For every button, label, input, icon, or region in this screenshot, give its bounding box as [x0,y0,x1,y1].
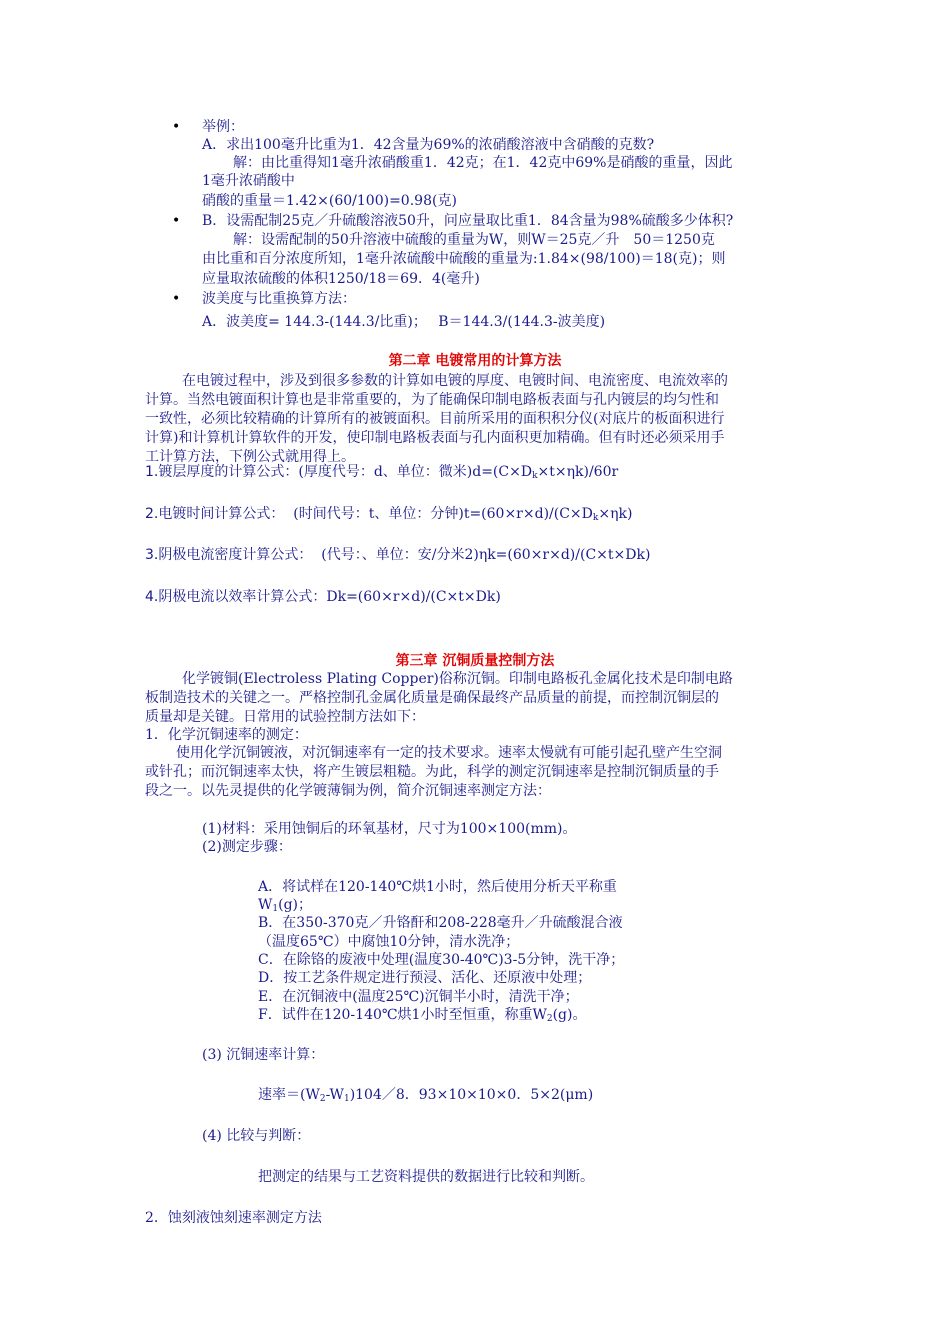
formula-thickness [145,463,618,485]
chapter2-para-line: 在电镀过程中，涉及到很多参数的计算如电镀的厚度、电镀时间、电流密度、电流效率的 [182,373,728,389]
chapter2-title: 第二章 电镀常用的计算方法 [388,353,562,369]
formula-subscript: k [592,513,599,523]
steps-heading: (2)测定步骤： [202,839,292,855]
chapter2-para-line: 计算。当然电镀面积计算也是非常重要的，为了能确保印制电路板表面与孔内镀层的均匀性和 [145,392,719,408]
rate-text: 速率＝(W [258,1087,320,1103]
rate-text: )104／8．93×10×10×0．5×2(μm) [349,1087,594,1103]
formula-time [145,505,632,527]
example-a-result: 硝酸的重量＝1.42×(60/100)=0.98(克) [202,193,457,209]
chapter3-para-line: 化学镀铜(Electroless Plating Copper)俗称沉铜。印制电路板孔金属化技术是印制电路 [182,671,733,687]
example-b-solution: 解：设需配制的50升溶液中硫酸的重量为W，则W＝25克／升 50＝1250克 [233,232,715,248]
step-c: C．在除铬的废液中处理(温度30-40℃)3-5分钟，洗干净； [258,952,625,968]
step-f [258,1006,586,1028]
chapter2-para-line: 一致性，必须比较精确的计算所有的被镀面积。目前所采用的面积积分仪(对底片的板面积进行 [145,411,725,427]
weight-symbol: W [258,897,273,913]
example-b-question: B．设需配制25克／升硫酸溶液50升，问应量取比重1．84含量为98%硫酸多少体积? [202,213,734,229]
formula-text: (代号：、单位：安/分米2)ηk=(60×r×d)/(C×t×Dk) [321,547,651,563]
example-b-solution-cont: 由比重和百分浓度所知，1毫升浓硫酸中硫酸的重量为:1.84×(98/100)＝18(克)；则 [202,251,726,267]
formula-label: 3.阴极电流密度计算公式： [145,547,313,563]
baume-formula: A．波美度= 144.3-(144.3/比重)； B＝144.3/(144.3-波美度) [202,314,606,330]
rate-subscript: 2 [319,1094,326,1104]
example-a-solution-cont: 1毫升浓硝酸中 [202,173,295,189]
example-a-solution: 解：由比重得知1毫升浓硝酸重1．42克；在1．42克中69%是硝酸的重量，因此 [233,155,733,171]
example-b-result: 应量取浓硫酸的体积1250/18＝69．4(毫升) [202,271,480,287]
step-e: E．在沉铜液中(温度25℃)沉铜半小时，清洗干净； [258,989,579,1005]
weight-subscript: 2 [546,1014,553,1024]
baume-label: 波美度与比重换算方法： [202,291,356,307]
formula-subscript: k [532,471,538,481]
chapter3-para-line: 板制造技术的关键之一。严格控制孔金属化质量是确保最终产品质量的前提，而控制沉铜层的 [145,690,719,706]
formula-label: 4.阴极电流以效率计算公式： [145,589,327,605]
rate-text: -W [325,1087,344,1103]
bullet-dot: • [172,291,181,307]
chapter2-para-line: 计算)和计算机计算软件的开发，使印制电路板表面与孔内面积更加精确。但有时还必须采用手 [145,430,725,446]
formula-text: Dk=(60×r×d)/(C×t×Dk) [326,589,501,605]
chapter3-para-line: 质量却是关键。日常用的试验控制方法如下： [145,709,425,725]
section-para-line: 或针孔；而沉铜速率太快，将产生镀层粗糙。为此，科学的测定沉铜速率是控制沉铜质量的手 [145,764,719,780]
section-heading: 1．化学沉铜速率的测定： [145,727,308,743]
rate-formula [258,1086,593,1108]
weight-subscript: 1 [272,904,279,914]
rate-calc-heading: (3) 沉铜速率计算： [202,1047,325,1063]
compare-heading: (4) 比较与判断： [202,1128,311,1144]
bullet-dot: • [172,119,181,135]
compare-text: 把测定的结果与工艺资料提供的数据进行比较和判断。 [258,1169,594,1185]
formula-current-density [145,546,650,564]
section-para-line: 使用化学沉铜镀液，对沉铜速率有一定的技术要求。速率太慢就有可能引起孔壁产生空洞 [176,745,722,761]
section-para-line: 段之一。以先灵提供的化学镀薄铜为例，简介沉铜速率测定方法： [145,783,551,799]
step-a: A．将试样在120-140℃烘1小时，然后使用分析天平称重 [258,879,617,895]
step-f-text: F．试件在120-140℃烘1小时至恒重，称重W [258,1007,547,1023]
weight-unit: (g)； [278,897,313,913]
example-a-question: A．求出100毫升比重为1．42含量为69%的浓硝酸溶液中含硝酸的克数? [202,137,655,153]
formula-tail: ×ηk) [598,506,633,522]
weight-unit: (g)。 [552,1007,587,1023]
formula-label: 2.电镀时间计算公式： [145,506,285,522]
materials-item: (1)材料：采用蚀铜后的环氧基材，尺寸为100×100(mm)。 [202,821,577,837]
formula-efficiency [145,588,501,606]
example-label: 举例： [202,119,244,135]
rate-subscript: 1 [343,1094,350,1104]
step-d: D．按工艺条件规定进行预浸、活化、还原液中处理； [258,970,592,986]
formula-label: 1.镀层厚度的计算公式： [145,464,299,480]
bullet-dot: • [172,213,181,229]
step-b-cont: （温度65℃）中腐蚀10分钟，清水洗净； [258,934,520,950]
formula-text: (厚度代号：d、单位：微米)d=(C×D [298,464,533,480]
chapter2-para-line: 工计算方法，下例公式就用得上。 [145,449,355,465]
step-b: B．在350-370克／升铬酐和208-228毫升／升硫酸混合液 [258,915,623,931]
formula-tail: ×t×ηk)/60r [537,464,619,480]
chapter3-title: 第三章 沉铜质量控制方法 [395,653,555,669]
section-heading: 2．蚀刻液蚀刻速率测定方法 [145,1210,322,1226]
formula-text: (时间代号：t、单位：分钟)t=(60×r×d)/(C×D [293,506,593,522]
